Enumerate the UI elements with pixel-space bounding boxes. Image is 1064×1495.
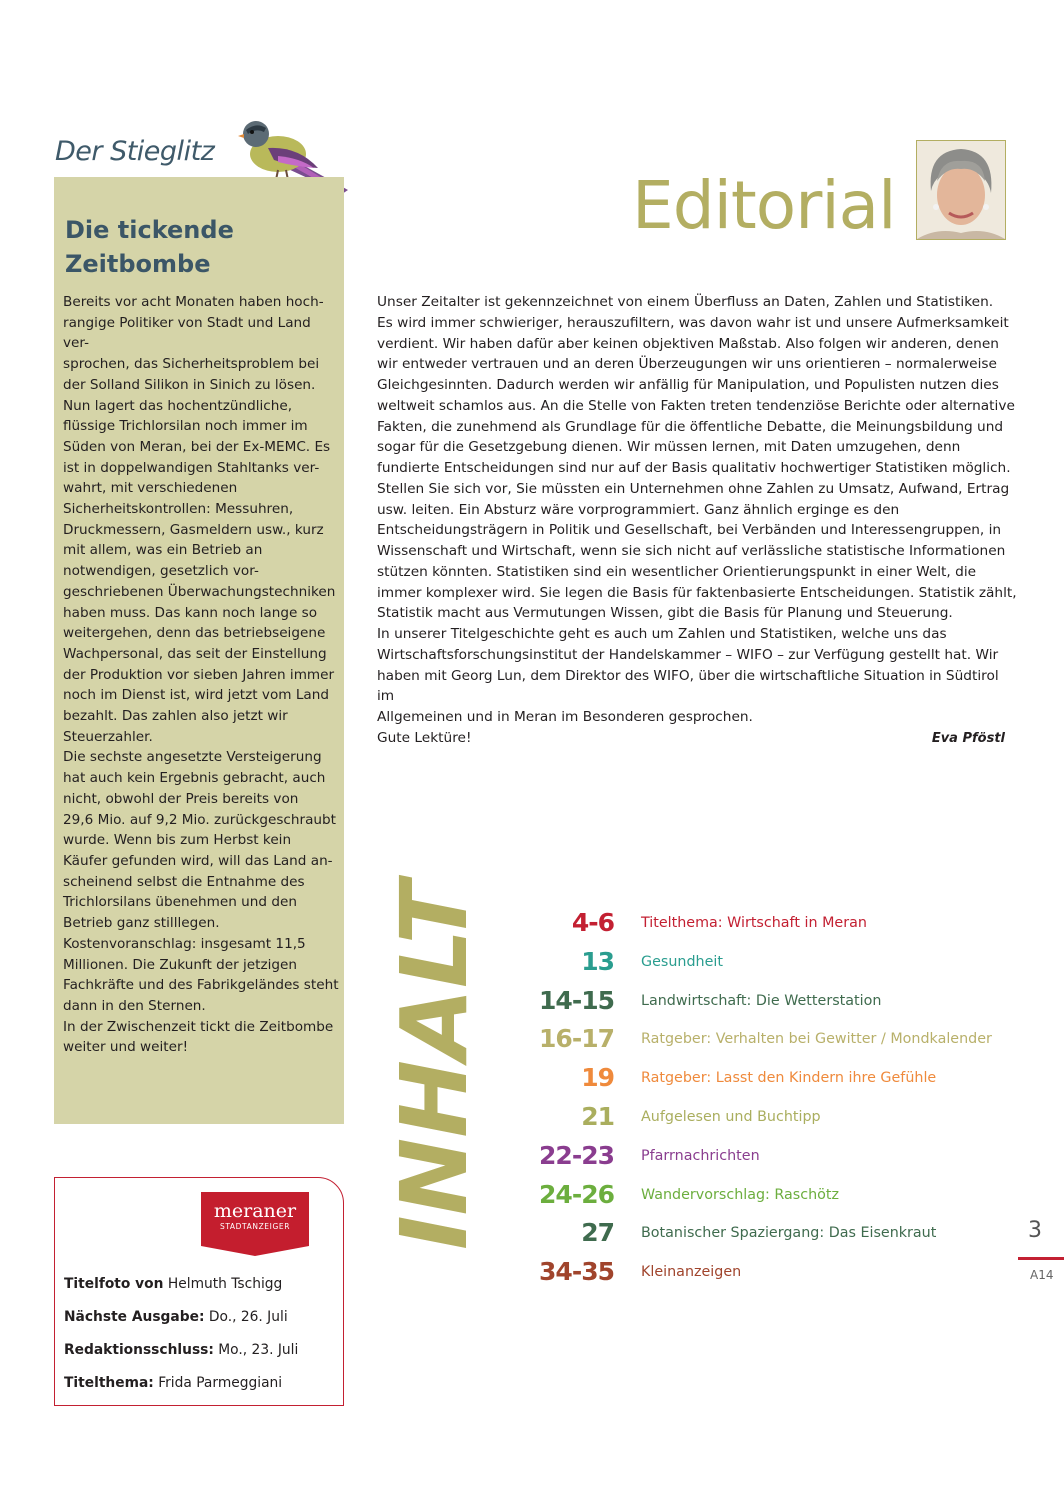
toc-item[interactable]: [520, 1218, 1040, 1257]
toc-label: Ratgeber: Verhalten bei Gewitter / Mondkalender: [641, 1031, 992, 1048]
toc-item[interactable]: [520, 1257, 1040, 1296]
imprint-row-topic: Titelthema: Frida Parmeggiani: [64, 1375, 283, 1391]
toc-pages: 24-26: [539, 1179, 614, 1209]
toc-pages: 34-35: [539, 1257, 614, 1287]
toc-item[interactable]: [520, 1180, 1040, 1219]
imprint-row-deadline: Redaktionsschluss: Mo., 23. Juli: [64, 1342, 299, 1358]
imprint-row-next-issue: Nächste Ausgabe: Do., 26. Juli: [64, 1309, 288, 1325]
toc-pages: 19: [581, 1063, 614, 1093]
toc-item[interactable]: [520, 1063, 1040, 1102]
page-code: A14: [1030, 1268, 1054, 1282]
column-heading: Die tickende Zeitbombe: [65, 216, 234, 278]
inhalt-heading: [381, 881, 488, 1250]
logo-name: meraner: [213, 1200, 297, 1222]
toc-item[interactable]: [520, 986, 1040, 1025]
toc-item[interactable]: [520, 1141, 1040, 1180]
column-text: Bereits vor acht Monaten haben hoch- rangige Politiker von Stadt und Land ver- sprochen, das Sicherheitsproblem bei der Solland Silikon in Sinich zu lösen. Nun lagert das hochentzündliche, flüssige Trichlorsilan noch immer im Süden von Meran, bei der Ex-MEMC. Es ist in doppelwandigen Stahltanks ver- wahrt, mit verschiedenen Sicherheitskontrollen: Messuhren, Druckmessern, Gasmeldern usw., kurz mit allem, was ein Betrieb an notwendigen, gesetzlich vor- geschriebenen Überwachungstechniken haben muss. Das kann noch lange so weitergehen, denn das betriebseigene Wachpersonal, das seit der Einstellung der Produktion vor sieben Jahren immer noch im Dienst ist, wird jetzt vom Land bezahlt. Das zahlen also jetzt wir Steuerzahler. Die sechste angesetzte Versteigerung hat auch kein Ergebnis gebracht, auch nicht, obwohl der Preis bereits von 29,6 Mio. auf 9,2 Mio. zurückgeschraubt wurde. Wenn bis zum Herbst kein Käufer gefunden wird, will das Land an- scheinend selbst die Entnahme des Trichlorsilans übenehmen und den Betrieb ganz stilllegen. Kostenvoranschlag: insgesamt 11,5 Millionen. Die Zukunft der jetzigen Fachkräfte und des Fabrikgeländes steht dann in den Sternen. In der Zwischenzeit tickt die Zeitbombe weiter und weiter!: [63, 294, 339, 1056]
toc-item[interactable]: [520, 947, 1040, 986]
toc-pages: 13: [581, 946, 614, 976]
toc-label: Pfarrnachrichten: [641, 1147, 760, 1164]
column-box: [54, 177, 344, 1124]
editorial-title: Editorial: [632, 167, 896, 244]
svg-text:INHALT: INHALT: [381, 884, 488, 1250]
page-number-rule: [1018, 1257, 1064, 1260]
toc-item[interactable]: [520, 1024, 1040, 1063]
toc-pages: 14-15: [539, 985, 614, 1015]
toc-label: Titelthema: Wirtschaft in Meran: [641, 915, 867, 931]
toc-item[interactable]: [520, 1102, 1040, 1141]
page-number: 3: [1028, 1218, 1042, 1243]
toc-label: Botanischer Spaziergang: Das Eisenkraut: [641, 1225, 937, 1242]
toc-label: Aufgelesen und Buchtipp: [641, 1108, 821, 1125]
imprint-row-photo: Titelfoto von Helmuth Tschigg: [64, 1276, 283, 1292]
toc-label: Ratgeber: Lasst den Kindern ihre Gefühle: [641, 1070, 937, 1087]
author-portrait: [916, 140, 1006, 240]
logo-subtitle: STADTANZEIGER: [219, 1222, 291, 1231]
toc-pages: 21: [581, 1101, 614, 1131]
toc-pages: 22-23: [539, 1140, 614, 1170]
meraner-stadtanzeiger-logo: [201, 1192, 309, 1246]
toc-item[interactable]: [520, 908, 1040, 947]
table-of-contents: [520, 908, 1040, 1296]
toc-label: Gesundheit: [641, 953, 723, 970]
toc-pages: 16-17: [539, 1024, 614, 1054]
toc-label: Landwirtschaft: Die Wetterstation: [641, 992, 882, 1009]
editorial-body: Unser Zeitalter ist gekennzeichnet von einem Überfluss an Daten, Zahlen und Statistiken. Es wird immer schwieriger, herauszufiltern, was davon wahr ist und unsere Aufmerksamkeit verdient. Wir haben dafür aber keinen objektiven Maßstab. Also folgen wir anderen, denen wir entweder vertrauen und an deren Überzeugungen wir uns orientieren – normalerweise Gleichgesinnten. Dadurch werden wir anfällig für Manipulation, und Populisten nutzen dies weltweit schamlos aus. An die Stelle von Fakten treten tendenziöse Berichte oder alternative Fakten, die zunehmend als Grundlage für die öffentliche Debatte, die Meinungsbildung und sogar für die Gesetzgebung dienen. Wir müssen lernen, mit Daten umzugehen, denn fundierte Entscheidungen sind nur auf der Basis qualitativ hochwertiger Statistiken möglich. Stellen Sie sich vor, Sie müssten ein Unternehmen ohne Zahlen zu Umsatz, Aufwand, Ertrag usw. leiten. Ein Absturz wäre vorprogrammiert. Ganz ähnlich erginge es den Entscheidungsträgern in Politik und Gesellschaft, bei Verbänden und Interessengruppen, in Wissenschaft und Wirtschaft, wenn sie sich nicht auf verlässliche statistische Informationen stützen könnten. Statistiken sind ein wesentlicher Orientierungspunkt in einer Welt, die immer komplexer wird. Sie legen die Basis für faktenbasierte Entscheidungen. Statistik zählt, Statistik macht aus Vermutungen Wissen, gibt die Basis für Planung und Steuerung. In unserer Titelgeschichte geht es auch um Zahlen und Statistiken, welche uns das Wirtschaftsforschungsinstitut der Handelskammer – WIFO – zur Verfügung gestellt hat. Wir haben mit Georg Lun, dem Direktor des WIFO, über die wirtschaftliche Situation in Südtirol im Allgemeinen und in Meran im Besonderen gesprochen. Gute Lektüre!: [377, 294, 1017, 746]
editorial-author: Eva Pföstl: [931, 731, 1005, 746]
toc-pages: 27: [581, 1218, 614, 1248]
toc-pages: 4-6: [571, 908, 614, 937]
toc-label: Kleinanzeigen: [641, 1264, 742, 1281]
toc-label: Wandervorschlag: Raschötz: [641, 1186, 840, 1203]
imprint-box: [54, 1177, 344, 1406]
column-title: Der Stieglitz: [55, 136, 215, 167]
